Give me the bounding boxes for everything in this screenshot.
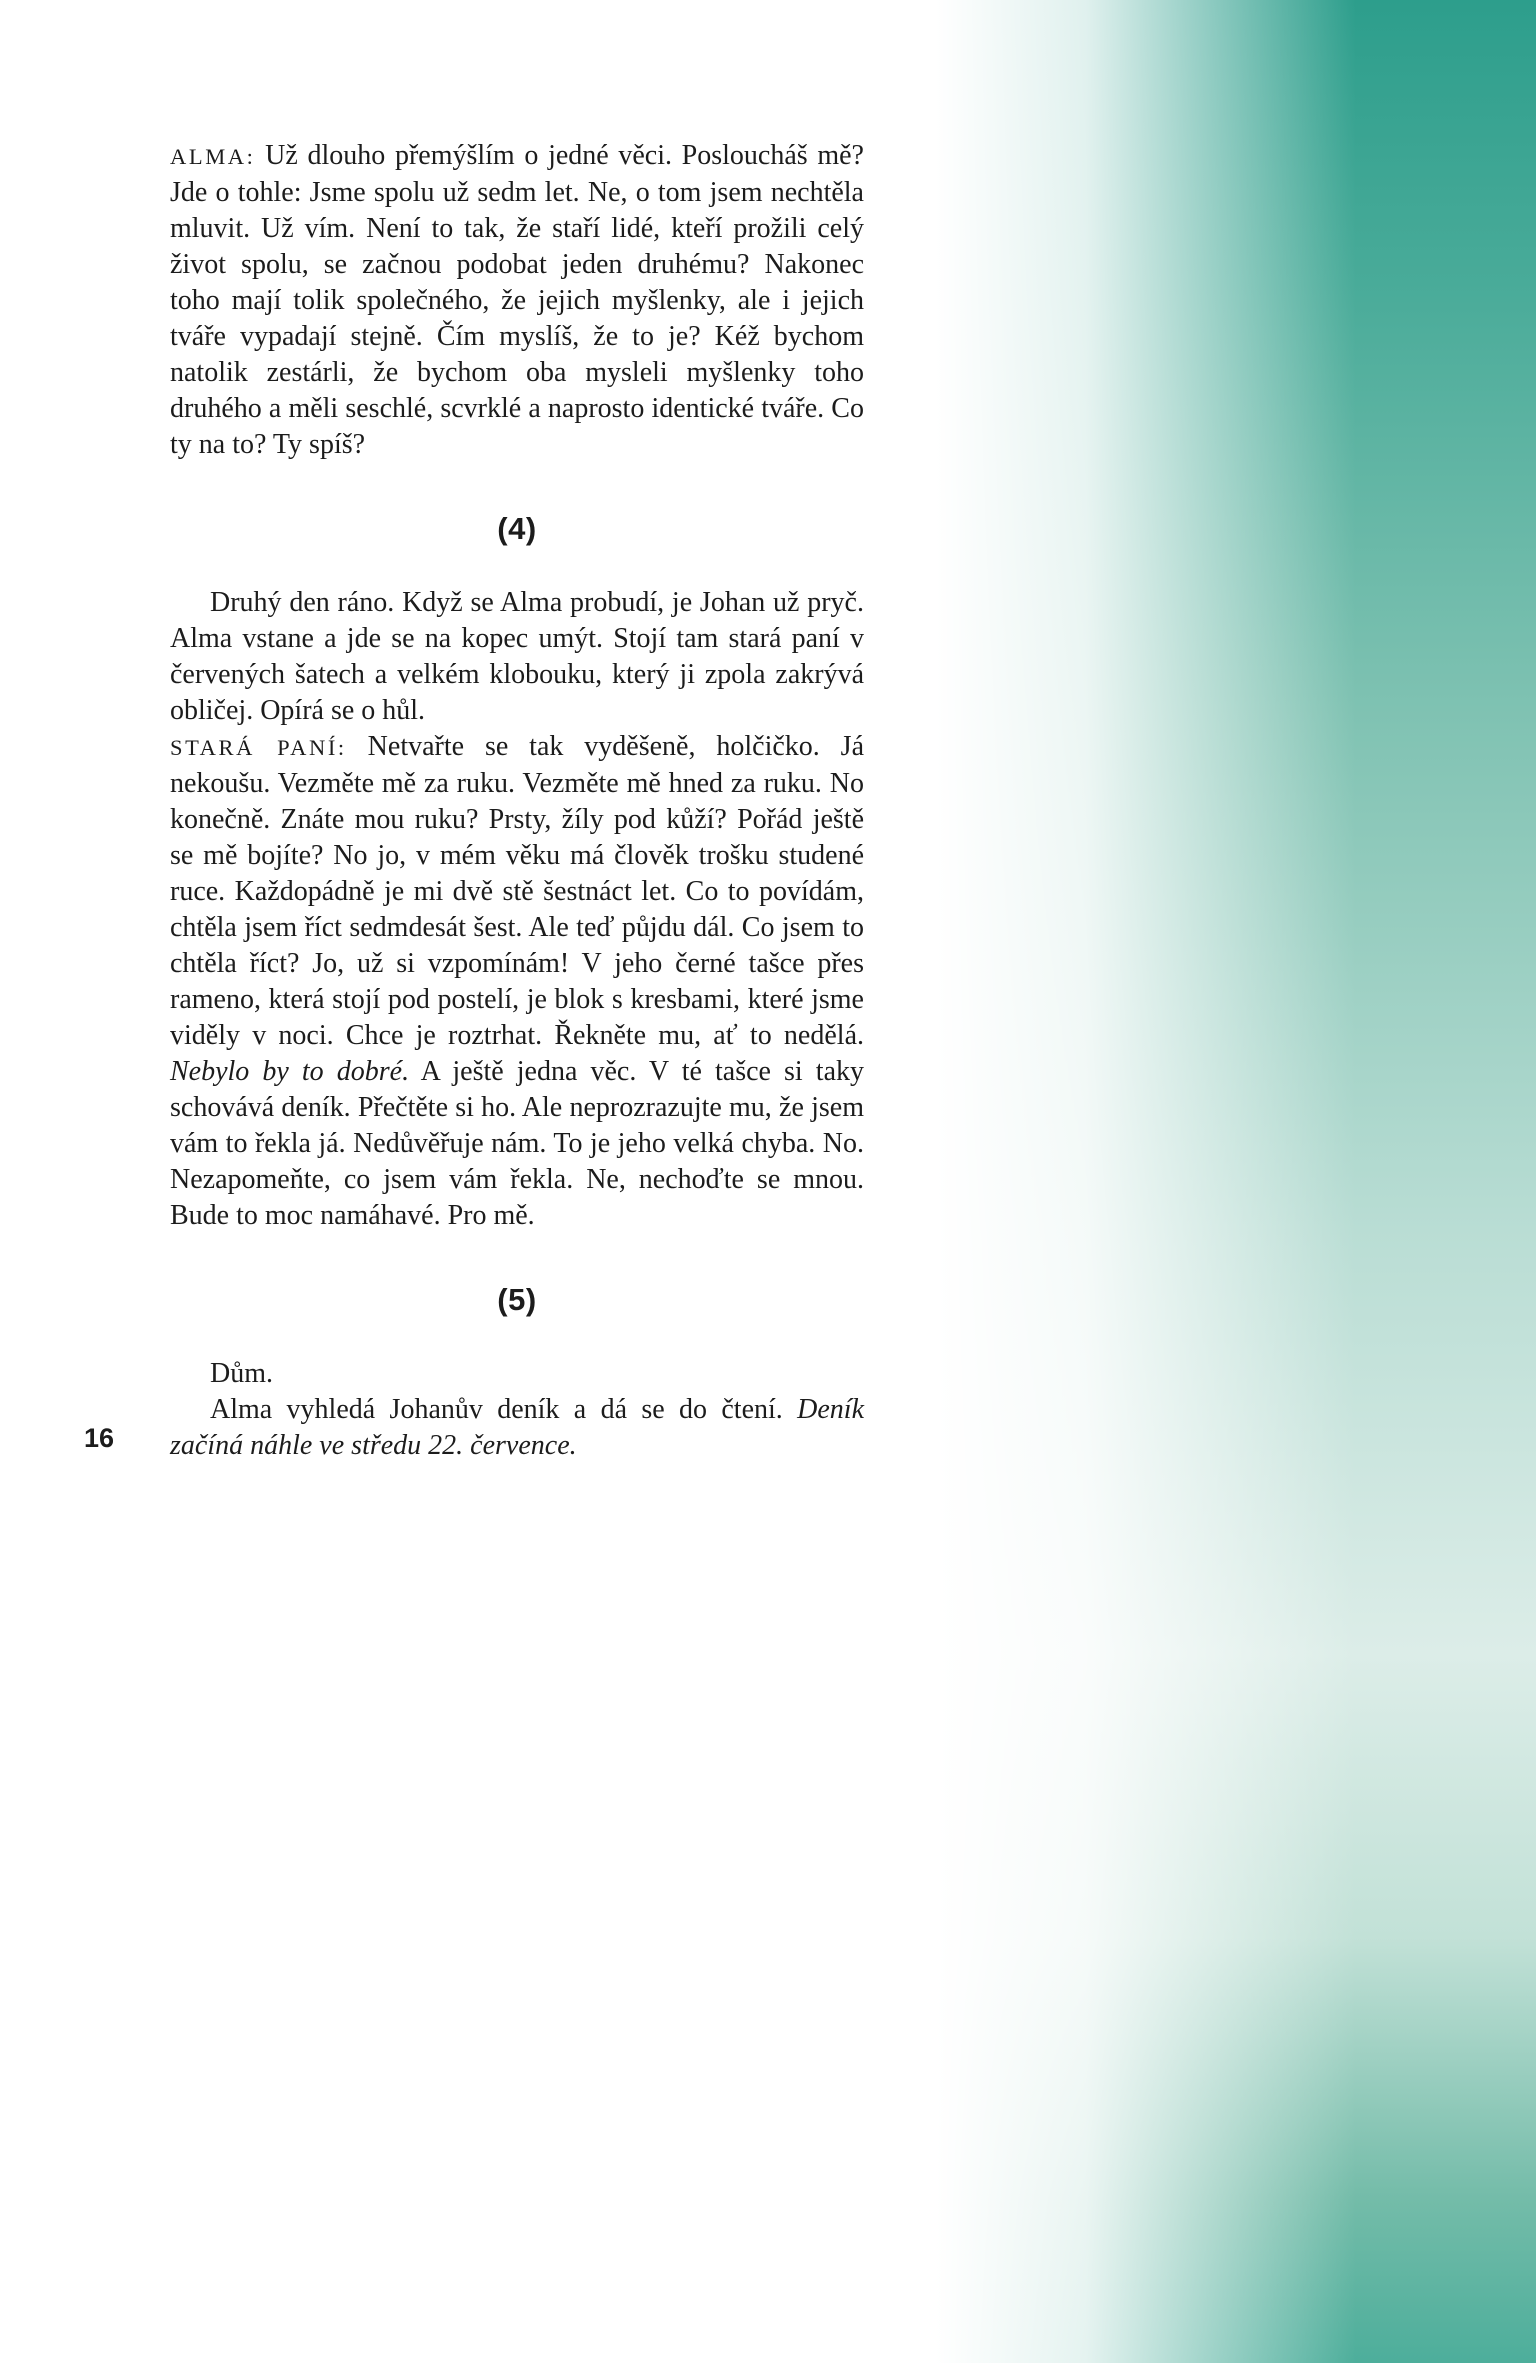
page-number: 16 [84, 1423, 115, 1453]
text-segment: Alma vyhledá Johanův deník a dá se do čtení. [210, 1394, 798, 1425]
stage-direction-morning [170, 585, 864, 729]
stage-direction-diary [170, 1392, 864, 1464]
text-segment: Druhý den ráno. Když se Alma probudí, je Johan už pryč. Alma vstane a jde se na kopec umýt. Stojí tam stará paní v červených šatech a velkém klobouku, který ji zpola zakrývá obličej. Opírá se o hůl. [170, 587, 864, 726]
text-segment: Dům. [210, 1358, 273, 1389]
text-segment: Nebylo by to dobré. [170, 1056, 410, 1087]
text-segment: A ještě jedna věc. V té tašce si taky schovává deník. Přečtěte si ho. Ale neprozrazujte mu, že jsem vám to řekla já. Nedůvěřuje nám. To je jeho velká chyba. No. Nezapomeňte, co jsem vám řekla. Ne, nechoďte se mnou. Bude to moc namáhavé. Pro mě. [170, 1056, 864, 1231]
scene-heading-5 [170, 1280, 864, 1320]
scene-heading-4 [170, 509, 864, 549]
dialogue-stara-pani [170, 729, 864, 1234]
text-segment: Už dlouho přemýšlím o jedné věci. Posloucháš mě? Jde o tohle: Jsme spolu už sedm let. Ne, o tom jsem nechtěla mluvit. Už vím. Není to tak, že staří lidé, kteří prožili celý život spolu, se začnou podobat jeden druhému? Nakonec toho mají tolik společného, že jejich myšlenky, ale i jejich tváře vypadají stejně. Čím myslíš, že to je? Kéž bychom natolik zestárli, že bychom oba mysleli myšlenky toho druhého a měli seschlé, scvrklé a naprosto identické tváře. Co ty na to? Ty spíš? [170, 140, 864, 460]
text-column [170, 138, 864, 1464]
speaker-name: ALMA: [170, 144, 256, 169]
speaker-name: STARÁ PANÍ: [170, 735, 347, 760]
dialogue-alma [170, 138, 864, 463]
text-segment: Netvařte se tak vyděšeně, holčičko. Já nekoušu. Vezměte mě za ruku. Vezměte mě hned za ruku. No konečně. Znáte mou ruku? Prsty, žíly pod kůží? Pořád ještě se mě bojíte? No jo, v mém věku má člověk trošku studené ruce. Každopádně je mi dvě stě šestnáct let. Co to povídám, chtěla jsem říct sedmdesát šest. Ale teď půjdu dál. Co jsem to chtěla říct? Jo, už si vzpomínám! V jeho černé tašce přes rameno, která stojí pod postelí, je blok s kresbami, které jsme viděly v noci. Chce je roztrhat. Řekněte mu, ať to nedělá. [170, 731, 865, 1051]
text-segment: Deník začíná náhle ve středu 22. července. [170, 1394, 864, 1461]
stage-direction-house [170, 1356, 864, 1392]
scene-number: (5) [497, 1282, 537, 1317]
scene-number: (4) [497, 511, 537, 546]
page-edge-gradient [936, 0, 1536, 2363]
